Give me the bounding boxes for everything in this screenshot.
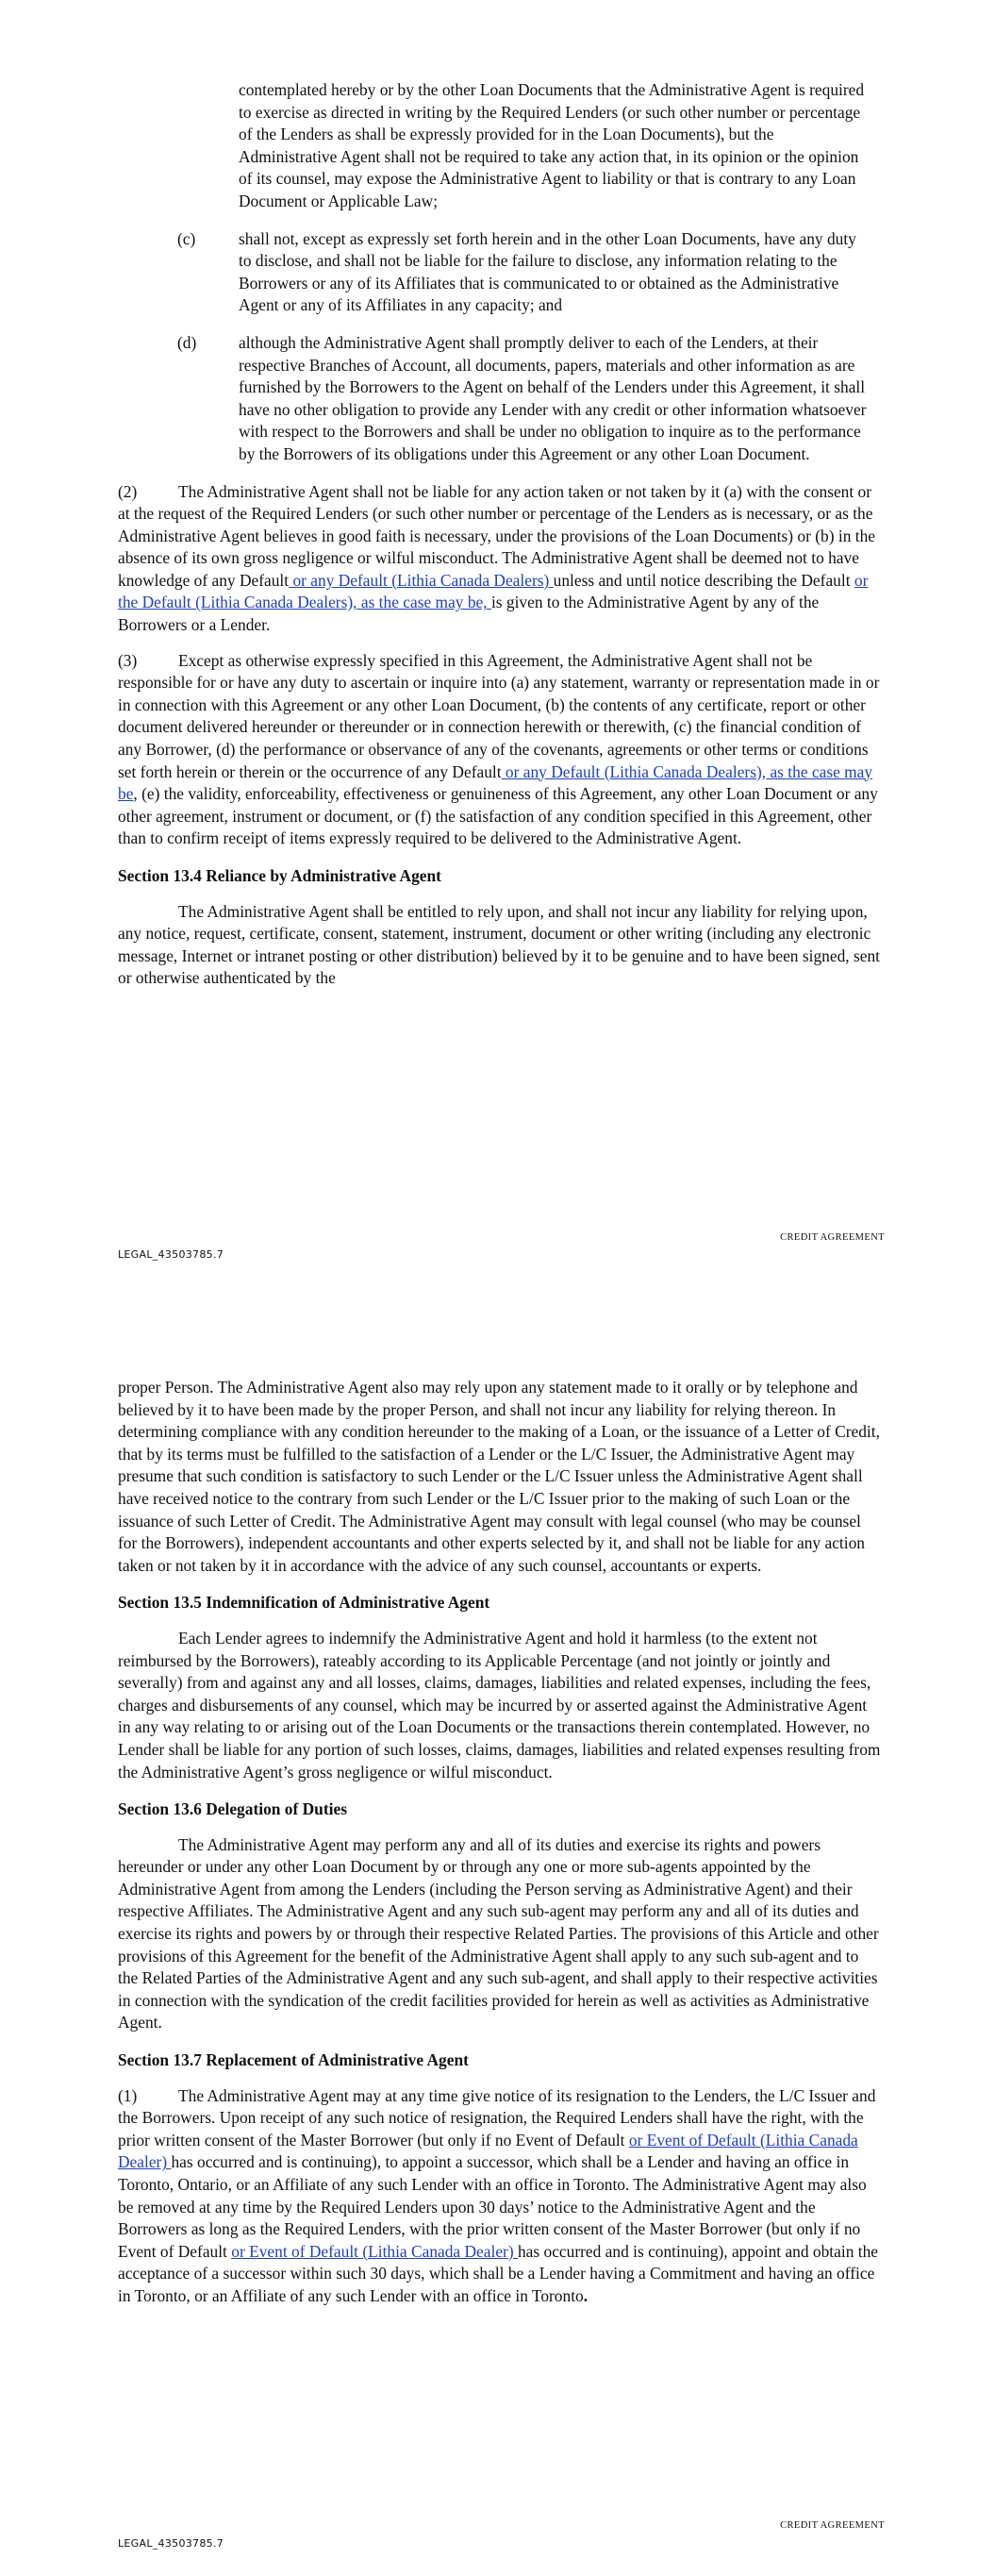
paragraph-3-text-b: , (e) the validity, enforceability, effectiveness or genuineness of this Agreement, any other Loan Document or any other agreement, instrument or document, or (f) the satisfaction of any condition specified in this Agreement, other than to confirm receipt of items expressly required to be delivered to the Administrative Agent. [118,784,878,848]
clause-c [118,228,882,317]
footer-credit-agreement: CREDIT AGREEMENT [780,1232,885,1243]
paragraph-1-end-period: . [583,2285,589,2305]
paragraph-3-text-a: Except as otherwise expressly specified in this Agreement, the Administrative Agent shall not be responsible for or have any duty to ascertain or inquire into (a) any statement, warranty or representation made in or in connection with this Agreement or any other Loan Document, (b) the contents of any certificate, report or other document delivered hereunder or thereunder or in connection herewith or therewith, (c) the financial condition of any Borrower, (d) the performance or observance of any of the covenants, agreements or other terms or conditions set forth herein or therein or the occurrence of any Default [118,650,880,781]
section-13-7-heading: Section 13.7 Replacement of Administrative Agent [118,2050,469,2070]
paragraph-3-number: (3) [118,650,138,670]
section-13-4-continuation: proper Person. The Administrative Agent also may rely upon any statement made to it orally or by telephone and believed by it to have been made by the proper Person, and shall not incur any liability for relying thereon. In determining compliance with any condition hereunder to the making of a Loan, or the issuance of a Letter of Credit, that by its terms must be fulfilled to the satisfaction of a Lender or the L/C Issuer, the Administrative Agent may presume that such condition is satisfactory to such Lender or the L/C Issuer unless the Administrative Agent shall have received notice to the contrary from such Lender or the L/C Issuer prior to the making of such Loan or the issuance of such Letter of Credit. The Administrative Agent may consult with legal counsel (who may be counsel for the Borrowers), independent accountants and other experts selected by it, and shall not be liable for any action taken or not taken by it in accordance with the advice of any such counsel, accountants or experts. [118,1378,880,1575]
clause-d-label: (d) [177,332,197,352]
page-2-body [118,1377,882,2308]
document-page-2 [0,1288,995,2576]
inserted-text-event-default-lithia-2[interactable]: or Event of Default (Lithia Canada Dealer) [231,2241,518,2261]
paragraph-2 [118,481,882,637]
section-13-4-heading: Section 13.4 Reliance by Administrative Agent [118,866,441,885]
section-13-6-heading: Section 13.6 Delegation of Duties [118,1799,347,1819]
inserted-text-default-lithia-1[interactable]: or any Default (Lithia Canada Dealers) [289,570,554,590]
section-13-6-text: The Administrative Agent may perform any and all of its duties and exercise its rights and powers hereunder or under any other Loan Document by or through any one or more sub-agents appointed by the Administrative Agent from among the Lenders (including the Person serving as Administrative Agent) and their respective Affiliates. The Administrative Agent and any such sub-agent may perform any and all of its duties and exercise its rights and powers by or through their respective Related Parties. The provisions of this Article and other provisions of this Agreement for the benefit of the Administrative Agent shall apply to any such sub-agent and to the Related Parties of the Administrative Agent and any such sub-agent, and shall apply to their respective activities in connection with the syndication of the credit facilities provided for herein as well as activities as Administrative Agent. [118,1834,879,2032]
paragraph-3 [118,650,882,850]
inserted-text-default-lithia-3[interactable]: or any Default (Lithia Canada Dealers), as the case may be [118,761,873,804]
paragraph-1-text-b: has occurred and is continuing), to appoint a successor, which shall be a Lender and having an office in Toronto, Ontario, or an Affiliate of any such Lender with an office in Toronto. The Administrative Agent may also be removed at any time by the Required Lenders upon 30 days’ notice to the Administrative Agent and the Borrowers as long as the Required Lenders, with the prior written consent of the Master Borrower (but only if no Event of Default [118,2152,867,2261]
section-13-5-text: Each Lender agrees to indemnify the Administrative Agent and hold it harmless (to the extent not reimbursed by the Borrowers), rateably according to its Applicable Percentage (and not jointly or jointly and severally) from and against any and all losses, claims, damages, liabilities and related expenses, including the fees, charges and disbursements of any counsel, which may be incurred by or asserted against the Administrative Agent in any way relating to or arising out of the Loan Documents or the transactions therein contemplated. However, no Lender shall be liable for any portion of such losses, claims, damages, liabilities and related expenses resulting from the Administrative Agent’s gross negligence or wilful misconduct. [118,1628,881,1781]
footer-document-id: LEGAL_43503785.7 [118,1248,224,1261]
paragraph-2-text-c: is given to the Administrative Agent by any of the Borrowers or a Lender. [118,593,820,635]
paragraph-2-text-a: The Administrative Agent shall not be liable for any action taken or not taken by it (a) with the consent or at the request of the Required Lenders (or such other number or percentage of the Lenders as is necessary, or as the Administrative Agent believes in good faith is necessary, under the provisions of the Loan Documents) or (b) in the absence of its own gross negligence or wilful misconduct. The Administrative Agent shall be deemed not to have knowledge of any Default [118,481,875,590]
clause-d [118,332,882,466]
clause-c-label: (c) [177,228,196,248]
paragraph-1-text-c: has occurred and is continuing), appoint and obtain the acceptance of a successor within such 30 days, which shall be a Lender having a Commitment and having an office in Toronto, or an Affiliate of any such Lender with an office in Toronto [118,2241,878,2305]
clause-c-text: shall not, except as expressly set forth herein and in the other Loan Documents, have any duty to disclose, and shall not be liable for the failure to disclose, any information relating to the Borrowers or any of its Affiliates that is communicated to or obtained as the Administrative Agent or any of its Affiliates in any capacity; and [239,228,856,315]
section-13-4-text: The Administrative Agent shall be entitled to rely upon, and shall not incur any liability for relying upon, any notice, request, certificate, consent, statement, instrument, document or other writing (including any electronic message, Internet or intranet posting or other distribution) believed by it to be genuine and to have been signed, sent or otherwise authenticated by the [118,901,880,988]
footer-document-id: LEGAL_43503785.7 [118,2537,224,2550]
clause-b-continuation: contemplated hereby or by the other Loan Documents that the Administrative Agent is required to exercise as directed in writing by the Required Lenders (or such other number or percentage of the Lenders as shall be expressly provided for in the Loan Documents), but the Administrative Agent shall not be required to take any action that, in its opinion or the opinion of its counsel, may expose the Administrative Agent to liability or that is contrary to any Loan Document or Applicable Law; [239,80,865,210]
section-13-7-paragraph-1 [118,2085,882,2308]
paragraph-2-number: (2) [118,481,138,501]
inserted-text-event-default-lithia-1[interactable]: or Event of Default (Lithia Canada Dealer) [118,2130,858,2172]
footer-credit-agreement: CREDIT AGREEMENT [780,2520,885,2531]
paragraph-1-text-a: The Administrative Agent may at any time give notice of its resignation to the Lenders, the L/C Issuer and the Borrowers. Upon receipt of any such notice of resignation, the Required Lenders shall have the right, with the prior written consent of the Master Borrower (but only if no Event of Default [118,2085,876,2149]
page-1-body [118,79,882,990]
paragraph-1-number: (1) [118,2085,138,2105]
paragraph-2-text-b: unless and until notice describing the Default [553,570,854,590]
clause-d-text: although the Administrative Agent shall promptly deliver to each of the Lenders, at their respective Branches of Account, all documents, papers, materials and other information as are furnished by the Borrowers to the Agent on behalf of the Lenders under this Agreement, it shall have no other obligation to provide any Lender with any credit or other information whatsoever with respect to the Borrowers and shall be under no obligation to inquire as to the performance by the Borrowers of its obligations under this Agreement or any other Loan Document. [239,332,867,463]
inserted-text-default-lithia-2[interactable]: or the Default (Lithia Canada Dealers), as the case may be, [118,570,869,612]
section-13-5-heading: Section 13.5 Indemnification of Administrative Agent [118,1593,490,1613]
